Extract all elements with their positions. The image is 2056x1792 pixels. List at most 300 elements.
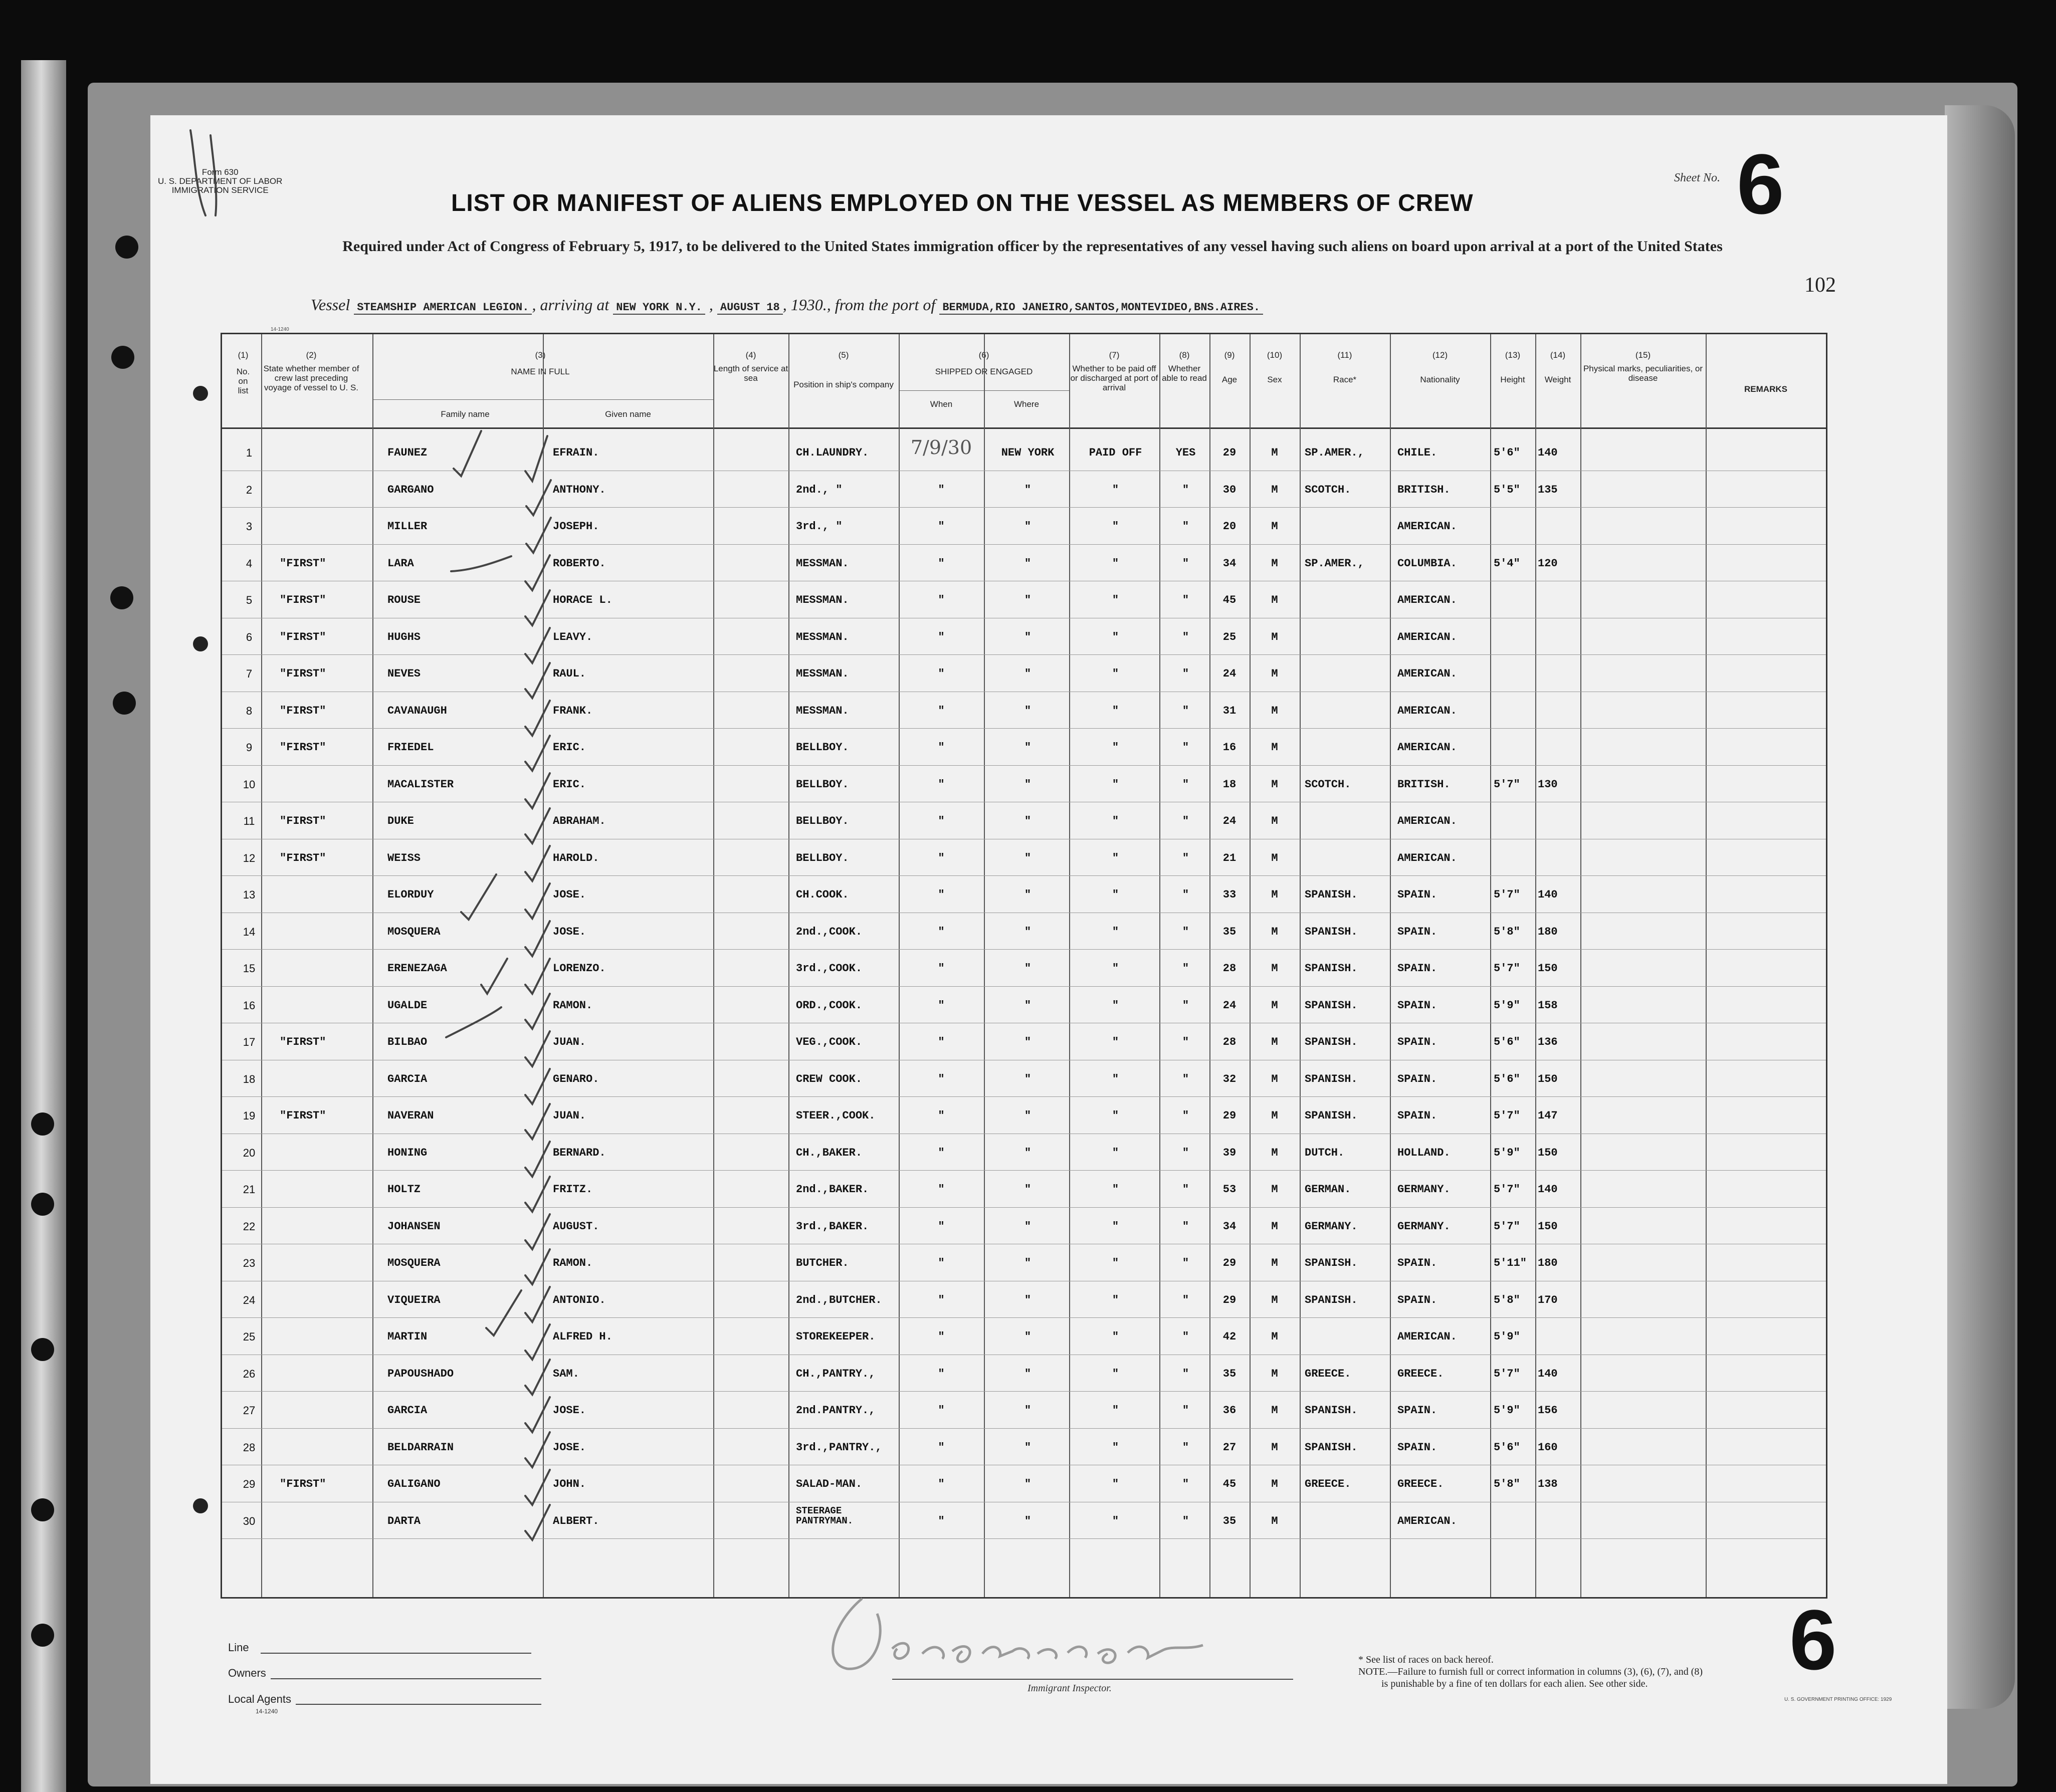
nationality: AMERICAN. xyxy=(1397,1514,1457,1527)
nationality: SPAIN. xyxy=(1397,1257,1437,1269)
family-name: ROUSE xyxy=(387,594,421,606)
row-number: 22 xyxy=(243,1220,256,1233)
row-number: 7 xyxy=(246,667,253,680)
sex: M xyxy=(1271,888,1278,901)
family-name: BELDARRAIN xyxy=(387,1441,454,1454)
shipped-when: " xyxy=(938,778,945,791)
height: 5'8" xyxy=(1494,1478,1520,1490)
col-3-header: (3) NAME IN FULL xyxy=(511,350,570,376)
line-label: Line xyxy=(228,1641,249,1654)
inspector-signature xyxy=(802,1579,1253,1689)
position: BUTCHER. xyxy=(796,1257,849,1269)
form-code: 14-1240 xyxy=(271,327,289,332)
given-name: AUGUST. xyxy=(553,1220,599,1233)
shipped-where: " xyxy=(1024,1514,1032,1527)
row-number: 23 xyxy=(243,1257,256,1269)
position: STEER.,COOK. xyxy=(796,1109,876,1122)
family-name: GARGANO xyxy=(387,483,434,496)
column-divider xyxy=(1069,334,1070,1597)
row-number: 27 xyxy=(243,1404,256,1417)
column-divider xyxy=(1580,334,1581,1597)
able-to-read: " xyxy=(1182,1072,1189,1085)
row-number: 14 xyxy=(243,925,256,938)
nationality: AMERICAN. xyxy=(1397,704,1457,717)
previous-voyage: "FIRST" xyxy=(280,1478,326,1490)
row-number: 29 xyxy=(243,1478,256,1490)
nationality: SPAIN. xyxy=(1397,1109,1437,1122)
sex: M xyxy=(1271,1330,1278,1343)
col-14-header: (14) Weight xyxy=(1544,350,1571,384)
nationality: AMERICAN. xyxy=(1397,851,1457,864)
row-number: 4 xyxy=(246,557,253,570)
shipped-when: " xyxy=(938,1257,945,1269)
row-number: 20 xyxy=(243,1146,256,1159)
race: SP.AMER., xyxy=(1305,446,1364,459)
given-name: LEAVY. xyxy=(553,630,593,643)
age: 29 xyxy=(1222,1257,1237,1269)
row-number: 28 xyxy=(243,1441,256,1454)
able-to-read: " xyxy=(1182,557,1189,570)
able-to-read: " xyxy=(1182,1367,1189,1380)
weight: 140 xyxy=(1538,888,1558,901)
paid-off: " xyxy=(1112,483,1119,496)
row-number: 15 xyxy=(243,962,256,975)
sex: M xyxy=(1271,925,1278,938)
shipped-where: " xyxy=(1024,667,1032,680)
race: SPANISH. xyxy=(1305,1109,1358,1122)
family-name: UGALDE xyxy=(387,999,428,1012)
col-8-header: (8) Whether able to read xyxy=(1162,350,1207,383)
col-6-header: (6) SHIPPED OR ENGAGED xyxy=(935,350,1033,376)
sex: M xyxy=(1271,1109,1278,1122)
sex: M xyxy=(1271,446,1278,459)
shipped-where: " xyxy=(1024,1220,1032,1233)
previous-voyage: "FIRST" xyxy=(280,594,326,606)
shipped-when: " xyxy=(938,1146,945,1159)
given-name: RAMON. xyxy=(553,999,593,1012)
nationality: SPAIN. xyxy=(1397,1072,1437,1085)
shipped-when: " xyxy=(938,557,945,570)
sheet-number: 6 xyxy=(1737,137,1784,232)
given-name: FRITZ. xyxy=(553,1183,593,1196)
family-name: MOSQUERA xyxy=(387,1257,441,1269)
page-title: LIST OR MANIFEST OF ALIENS EMPLOYED ON THE VESSEL AS MEMBERS OF CREW xyxy=(451,190,1474,216)
nationality: GERMANY. xyxy=(1397,1183,1451,1196)
nationality: AMERICAN. xyxy=(1397,520,1457,533)
able-to-read: " xyxy=(1182,594,1189,606)
row-number: 2 xyxy=(246,483,253,496)
previous-voyage: "FIRST" xyxy=(280,667,326,680)
paid-off: " xyxy=(1112,1330,1119,1343)
weight: 140 xyxy=(1538,1183,1558,1196)
age: 45 xyxy=(1222,594,1237,606)
shipped-where: " xyxy=(1024,1072,1032,1085)
height: 5'8" xyxy=(1494,1293,1520,1306)
race: DUTCH. xyxy=(1305,1146,1345,1159)
weight: 150 xyxy=(1538,1146,1558,1159)
able-to-read: " xyxy=(1182,630,1189,643)
inspector-signature-line xyxy=(892,1679,1293,1680)
age: 39 xyxy=(1222,1146,1237,1159)
nationality: SPAIN. xyxy=(1397,888,1437,901)
previous-voyage: "FIRST" xyxy=(280,851,326,864)
line-field xyxy=(261,1653,531,1654)
nationality: GREECE. xyxy=(1397,1478,1444,1490)
sex: M xyxy=(1271,704,1278,717)
family-name: HUGHS xyxy=(387,630,421,643)
race: SPANISH. xyxy=(1305,962,1358,975)
able-to-read: " xyxy=(1182,741,1189,754)
previous-voyage: "FIRST" xyxy=(280,741,326,754)
column-divider xyxy=(372,334,373,1597)
department-name: U. S. DEPARTMENT OF LABOR xyxy=(158,176,283,186)
sex: M xyxy=(1271,999,1278,1012)
age: 24 xyxy=(1222,815,1237,827)
previous-voyage: "FIRST" xyxy=(280,1109,326,1122)
nationality: SPAIN. xyxy=(1397,962,1437,975)
shipped-when: " xyxy=(938,1441,945,1454)
col-15-header: (15) Physical marks, peculiarities, or disease xyxy=(1583,350,1703,383)
shipped-when: " xyxy=(938,851,945,864)
given-name: JOSEPH. xyxy=(553,520,599,533)
family-name: DARTA xyxy=(387,1514,421,1527)
paid-off: " xyxy=(1112,962,1119,975)
when-header: When xyxy=(930,399,953,409)
height: 5'9" xyxy=(1494,999,1520,1012)
col-4-header: (4) Length of service at sea xyxy=(713,350,788,383)
row-divider xyxy=(222,949,1826,950)
given-name: BERNARD. xyxy=(553,1146,606,1159)
row-number: 11 xyxy=(243,815,255,827)
row-number: 10 xyxy=(243,778,256,791)
paid-off: " xyxy=(1112,778,1119,791)
weight: 158 xyxy=(1538,999,1558,1012)
weight: 150 xyxy=(1538,962,1558,975)
binder-strip xyxy=(21,60,66,1792)
able-to-read: " xyxy=(1182,1220,1189,1233)
col-10-header: (10) Sex xyxy=(1267,350,1283,384)
row-divider xyxy=(222,875,1826,876)
row-number: 1 xyxy=(246,446,253,459)
nationality: AMERICAN. xyxy=(1397,594,1457,606)
weight: 140 xyxy=(1538,446,1558,459)
nationality: SPAIN. xyxy=(1397,999,1437,1012)
height: 5'6" xyxy=(1494,1441,1520,1454)
height: 5'4" xyxy=(1494,557,1520,570)
column-divider xyxy=(1250,334,1251,1597)
height: 5'5" xyxy=(1494,483,1520,496)
family-name: BILBAO xyxy=(387,1036,428,1048)
family-name: GARCIA xyxy=(387,1072,428,1085)
punch-hole xyxy=(193,1498,208,1513)
sex: M xyxy=(1271,1257,1278,1269)
paid-off: " xyxy=(1112,1367,1119,1380)
col-9-header: (9) Age xyxy=(1221,350,1238,384)
family-name: MILLER xyxy=(387,520,428,533)
row-number: 25 xyxy=(243,1330,256,1343)
weight: 156 xyxy=(1538,1404,1558,1417)
crew-manifest-table xyxy=(221,333,1827,1599)
given-name: FRANK. xyxy=(553,704,593,717)
weight: 160 xyxy=(1538,1441,1558,1454)
departure-ports: BERMUDA,RIO JANEIRO,SANTOS,MONTEVIDEO,BNS.AIRES. xyxy=(939,301,1263,315)
shipped-where: " xyxy=(1024,1146,1032,1159)
owners-field xyxy=(271,1678,541,1679)
weight: 140 xyxy=(1538,1367,1558,1380)
given-name: ABRAHAM. xyxy=(553,815,606,827)
previous-voyage: "FIRST" xyxy=(280,704,326,717)
column-divider xyxy=(1390,334,1391,1597)
given-name: JUAN. xyxy=(553,1109,586,1122)
shipped-where: " xyxy=(1024,1293,1032,1306)
able-to-read: " xyxy=(1182,1183,1189,1196)
position: 2nd.PANTRY., xyxy=(796,1404,876,1417)
position: BELLBOY. xyxy=(796,741,849,754)
given-name: HORACE L. xyxy=(553,594,612,606)
family-name: MARTIN xyxy=(387,1330,428,1343)
shipped-where: " xyxy=(1024,962,1032,975)
weight: 120 xyxy=(1538,557,1558,570)
given-name: JUAN. xyxy=(553,1036,586,1048)
able-to-read: " xyxy=(1182,1330,1189,1343)
sex: M xyxy=(1271,1183,1278,1196)
column-divider xyxy=(1490,334,1491,1597)
shipped-where: " xyxy=(1024,1478,1032,1490)
shipped-when: " xyxy=(938,630,945,643)
able-to-read: " xyxy=(1182,1293,1189,1306)
row-number: 8 xyxy=(246,704,253,717)
age: 33 xyxy=(1222,888,1237,901)
age: 53 xyxy=(1222,1183,1237,1196)
family-name: GARCIA xyxy=(387,1404,428,1417)
given-name: JOHN. xyxy=(553,1478,586,1490)
col-12-header: (12) Nationality xyxy=(1420,350,1460,384)
shipped-when: " xyxy=(938,1367,945,1380)
shipped-when: " xyxy=(938,741,945,754)
paid-off: " xyxy=(1112,557,1119,570)
arriving-label: , arriving at xyxy=(532,296,609,314)
form-number: Form 630 xyxy=(201,167,239,177)
shipped-where: " xyxy=(1024,630,1032,643)
col-7-header: (7) Whether to be paid off or discharged at port of arrival xyxy=(1070,350,1158,392)
able-to-read: " xyxy=(1182,1146,1189,1159)
age: 18 xyxy=(1222,778,1237,791)
shipped-when: " xyxy=(938,1404,945,1417)
family-name: MACALISTER xyxy=(387,778,454,791)
height: 5'7" xyxy=(1494,1109,1520,1122)
paid-off: " xyxy=(1112,815,1119,827)
row-number: 12 xyxy=(243,851,256,864)
column-divider xyxy=(788,334,789,1597)
nationality: GERMANY. xyxy=(1397,1220,1451,1233)
shipped-where: " xyxy=(1024,483,1032,496)
nationality: SPAIN. xyxy=(1397,925,1437,938)
sex: M xyxy=(1271,1441,1278,1454)
able-to-read: " xyxy=(1182,483,1189,496)
row-number: 30 xyxy=(243,1514,256,1527)
family-name: NAVERAN xyxy=(387,1109,434,1122)
able-to-read: " xyxy=(1182,1514,1189,1527)
shipped-when: " xyxy=(938,888,945,901)
paid-off: " xyxy=(1112,1257,1119,1269)
shipped-when: " xyxy=(938,1220,945,1233)
column-divider xyxy=(713,334,714,1597)
age: 30 xyxy=(1222,483,1237,496)
punch-hole xyxy=(31,1193,54,1216)
age: 31 xyxy=(1222,704,1237,717)
sex: M xyxy=(1271,483,1278,496)
where-header: Where xyxy=(1013,399,1040,409)
race: SPANISH. xyxy=(1305,1257,1358,1269)
position: VEG.,COOK. xyxy=(796,1036,863,1048)
owners-label: Owners xyxy=(228,1667,266,1679)
row-number: 19 xyxy=(243,1109,256,1122)
punch-hole xyxy=(115,236,138,259)
family-name: ELORDUY xyxy=(387,888,434,901)
row-divider xyxy=(222,728,1826,729)
given-name: ROBERTO. xyxy=(553,557,606,570)
previous-voyage: "FIRST" xyxy=(280,1036,326,1048)
inspector-label: Immigrant Inspector. xyxy=(1027,1683,1112,1694)
column-divider xyxy=(543,334,544,1597)
age: 20 xyxy=(1222,520,1237,533)
shipped-when: " xyxy=(938,1183,945,1196)
family-name: MOSQUERA xyxy=(387,925,441,938)
row-number: 26 xyxy=(243,1367,256,1380)
punch-hole xyxy=(31,1498,54,1521)
punch-hole xyxy=(111,346,134,369)
family-name: JOHANSEN xyxy=(387,1220,441,1233)
given-name: RAUL. xyxy=(553,667,586,680)
family-name: HOLTZ xyxy=(387,1183,421,1196)
paid-off: " xyxy=(1112,1109,1119,1122)
position: MESSMAN. xyxy=(796,557,849,570)
position: MESSMAN. xyxy=(796,630,849,643)
nationality: AMERICAN. xyxy=(1397,1330,1457,1343)
given-name: EFRAIN. xyxy=(553,446,599,459)
shipped-where: " xyxy=(1024,1257,1032,1269)
shipped-when: 7/9/30 xyxy=(910,436,972,459)
able-to-read: " xyxy=(1182,851,1189,864)
row-number: 21 xyxy=(243,1183,256,1196)
punch-hole xyxy=(31,1624,54,1647)
family-name-header: Family name xyxy=(441,409,490,419)
given-name: JOSE. xyxy=(553,1441,586,1454)
age: 45 xyxy=(1222,1478,1237,1490)
age: 29 xyxy=(1222,446,1237,459)
sex: M xyxy=(1271,1478,1278,1490)
row-divider xyxy=(222,654,1826,655)
row-divider xyxy=(222,1428,1826,1429)
row-divider xyxy=(222,765,1826,766)
remarks-header: REMARKS xyxy=(1744,384,1787,394)
arrival-year: , 1930. xyxy=(782,296,827,314)
position: 3rd.,BAKER. xyxy=(796,1220,869,1233)
sex: M xyxy=(1271,630,1278,643)
sex: M xyxy=(1271,1036,1278,1048)
col-13-header: (13) Height xyxy=(1500,350,1525,384)
able-to-read: " xyxy=(1182,778,1189,791)
nationality: AMERICAN. xyxy=(1397,741,1457,754)
shipped-when: " xyxy=(938,1514,945,1527)
position: 2nd.,BUTCHER. xyxy=(796,1293,882,1306)
family-name: CAVANAUGH xyxy=(387,704,447,717)
family-name: HONING xyxy=(387,1146,428,1159)
sex: M xyxy=(1271,1220,1278,1233)
height: 5'6" xyxy=(1494,1072,1520,1085)
family-name: WEISS xyxy=(387,851,421,864)
sex: M xyxy=(1271,1404,1278,1417)
shipped-when: " xyxy=(938,1036,945,1048)
position: CH.COOK. xyxy=(796,888,849,901)
paid-off: " xyxy=(1112,1293,1119,1306)
penalty-note-cont: is punishable by a fine of ten dollars for each alien. See other side. xyxy=(1381,1678,1648,1689)
height: 5'7" xyxy=(1494,962,1520,975)
race: SPANISH. xyxy=(1305,888,1358,901)
height: 5'7" xyxy=(1494,778,1520,791)
position: 2nd.,BAKER. xyxy=(796,1183,869,1196)
nationality: BRITISH. xyxy=(1397,778,1451,791)
column-divider xyxy=(984,334,985,1597)
position: 2nd., " xyxy=(796,483,843,496)
race: SP.AMER., xyxy=(1305,557,1364,570)
shipped-when: " xyxy=(938,1109,945,1122)
nationality: AMERICAN. xyxy=(1397,630,1457,643)
age: 24 xyxy=(1222,667,1237,680)
col-1-header: (1) No. on list xyxy=(236,350,250,395)
weight: 138 xyxy=(1538,1478,1558,1490)
able-to-read: " xyxy=(1182,925,1189,938)
nationality: COLUMBIA. xyxy=(1397,557,1457,570)
family-name: FAUNEZ xyxy=(387,446,428,459)
age: 34 xyxy=(1222,557,1237,570)
shipped-when: " xyxy=(938,483,945,496)
height: 5'8" xyxy=(1494,925,1520,938)
col-5-header: (5) Position in ship's company xyxy=(793,350,894,389)
punch-hole xyxy=(31,1112,54,1136)
shipped-when: " xyxy=(938,1330,945,1343)
able-to-read: " xyxy=(1182,1036,1189,1048)
shipped-where: " xyxy=(1024,594,1032,606)
given-name: RAMON. xyxy=(553,1257,593,1269)
able-to-read: " xyxy=(1182,1478,1189,1490)
row-number: 6 xyxy=(246,630,253,643)
paid-off: " xyxy=(1112,1514,1119,1527)
sex: M xyxy=(1271,557,1278,570)
position: STOREKEEPER. xyxy=(796,1330,876,1343)
punch-hole xyxy=(113,692,136,715)
able-to-read: " xyxy=(1182,999,1189,1012)
age: 35 xyxy=(1222,925,1237,938)
race: GREECE. xyxy=(1305,1367,1351,1380)
position: CH.,BAKER. xyxy=(796,1146,863,1159)
position: CH.,PANTRY., xyxy=(796,1367,876,1380)
col-11-header: (11) Race* xyxy=(1333,350,1357,384)
column-divider xyxy=(1159,334,1160,1597)
column-divider xyxy=(1706,334,1707,1597)
race: GERMANY. xyxy=(1305,1220,1358,1233)
race: SPANISH. xyxy=(1305,1293,1358,1306)
age: 34 xyxy=(1222,1220,1237,1233)
shipped-when: " xyxy=(938,704,945,717)
age: 24 xyxy=(1222,999,1237,1012)
age: 25 xyxy=(1222,630,1237,643)
position: 3rd.,PANTRY., xyxy=(796,1441,882,1454)
weight: 136 xyxy=(1538,1036,1558,1048)
height: 5'7" xyxy=(1494,1367,1520,1380)
weight: 180 xyxy=(1538,925,1558,938)
able-to-read: " xyxy=(1182,520,1189,533)
